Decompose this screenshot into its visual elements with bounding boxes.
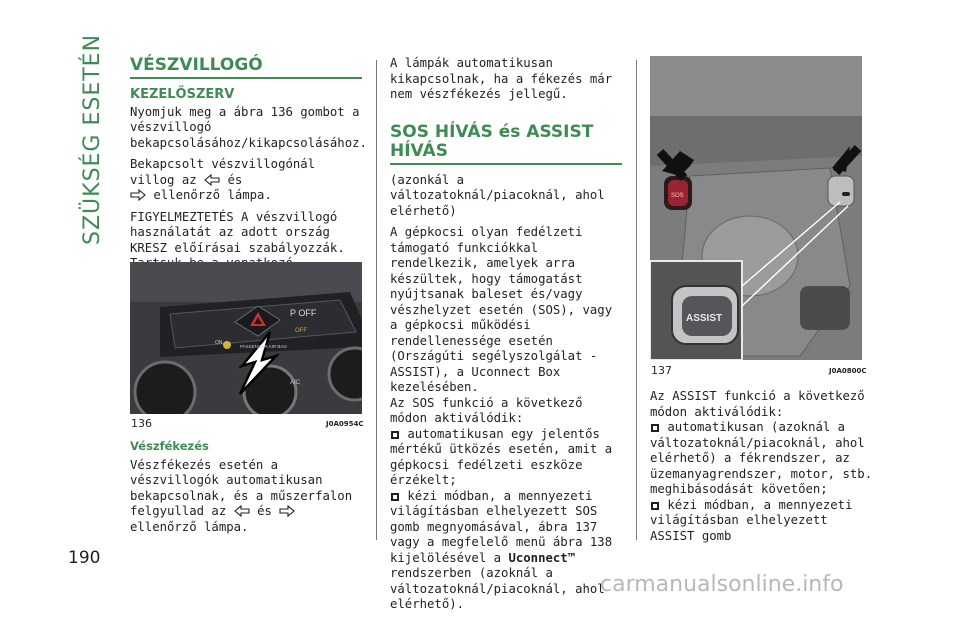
figure-number: 136	[131, 417, 152, 430]
svg-text:SOS: SOS	[671, 193, 684, 199]
left-column	[130, 55, 367, 293]
middle-column	[390, 56, 622, 619]
warning-paragraph: FIGYELMEZTETÉS A vészvillogó használatát az adott ország KRESZ előírásai szabályozzák.	[130, 209, 345, 255]
section-heading: SOS HÍVÁS és ASSIST HÍVÁS	[390, 123, 622, 165]
bullet-square-icon	[650, 501, 660, 511]
bullet-item: automatikusan egy jelentős mértékű ütközés esetén, amit a gépkocsi fedélzeti eszköze érzékelt;	[390, 426, 613, 487]
paragraph: Nyomjuk meg a ábra 136 gombot a vészvillogó bekapcsolásához/kikapcsolásához.	[130, 104, 367, 150]
bullet-item: kézi módban, a mennyezeti világításban elhelyezett SOS gomb megnyomásával, ábra 137 vagy a megfelelő menü ábra 138 kijelölésével a Uconnect™ rendszerben (azoknál a változatoknál/piacoknál, ahol elérhető).	[390, 488, 613, 611]
figure-number: 137	[651, 364, 672, 377]
sidebar-section-title: SZÜKSÉG ESETÉN	[80, 33, 105, 245]
overhead-console-image	[650, 56, 862, 360]
figure-136-photo	[130, 262, 362, 414]
bullet-square-icon	[650, 423, 660, 433]
bullet-square-icon	[390, 492, 400, 502]
paragraph: A lámpák automatikusan kikapcsolnak, ha a fékezés már nem vészfékezés jellegű.	[390, 56, 613, 101]
subsection-heading: Vészfékezés	[130, 439, 209, 453]
right-column	[650, 389, 874, 550]
bullet-item: automatikusan (azoknál a változatoknál/piacoknál, ahol elérhető) a fékrendszer, az üzemanyagrendszer, motor, stb. meghibásodását követően;	[650, 420, 873, 496]
paragraph: Az SOS funkció a következő módon aktiválódik:	[390, 395, 583, 425]
paragraph: A gépkocsi olyan fedélzeti támogató funkciókkal rendelkezik, amelyek arra készültek, hogy támogatást nyújtsanak baleset és/vagy vészhelyzet esetén (SOS), vagy a gépkocsi működési rendellenessége esetén (Országúti segélyszolgálat - ASSIST), a Uconnect Box kezelésében.	[390, 225, 613, 394]
paragraph: Vészfékezés esetén a vészvillogók automatikusan bekapcsolnak, és a műszerfalon felgyullad az és ellenőrző lámpa.	[130, 457, 353, 534]
turn-right-arrow-icon	[130, 189, 146, 201]
paragraph: Az ASSIST funkció a következő módon aktiválódik:	[650, 389, 865, 419]
dashboard-hazard-switch-image	[130, 262, 362, 414]
paragraph: (azonkál a változatoknál/piacoknál, ahol elérhető)	[390, 172, 605, 218]
watermark-footer: carmanualsonline.info	[600, 572, 844, 597]
column-divider	[376, 60, 377, 540]
svg-text:OFF: OFF	[295, 328, 307, 334]
bullet-item: kézi módban, a mennyezeti világításban elhelyezett ASSIST gomb	[650, 497, 853, 543]
svg-text:ASSIST: ASSIST	[686, 313, 723, 324]
svg-text:PASSENGER AIR BAG: PASSENGER AIR BAG	[240, 344, 287, 349]
left-column-lower	[130, 435, 362, 541]
svg-text:A/C: A/C	[290, 380, 301, 386]
subsection-heading: KEZELŐSZERV	[130, 87, 235, 102]
section-heading: VÉSZVILLOGÓ	[130, 56, 362, 79]
svg-text:ON: ON	[215, 340, 223, 346]
figure-137-photo	[650, 56, 862, 360]
svg-text:P OFF: P OFF	[290, 308, 317, 318]
turn-left-arrow-icon	[204, 174, 220, 186]
paragraph: Bekapcsolt vészvillogónál villog az és ellenőrző lámpa.	[130, 157, 316, 202]
bullet-square-icon	[390, 430, 400, 440]
figure-code: J0A0800C	[829, 367, 867, 375]
figure-code: J0A0954C	[326, 420, 364, 428]
turn-left-arrow-icon	[234, 505, 250, 517]
page-number: 190	[68, 548, 101, 568]
column-divider	[636, 60, 637, 540]
turn-right-arrow-icon	[279, 505, 295, 517]
